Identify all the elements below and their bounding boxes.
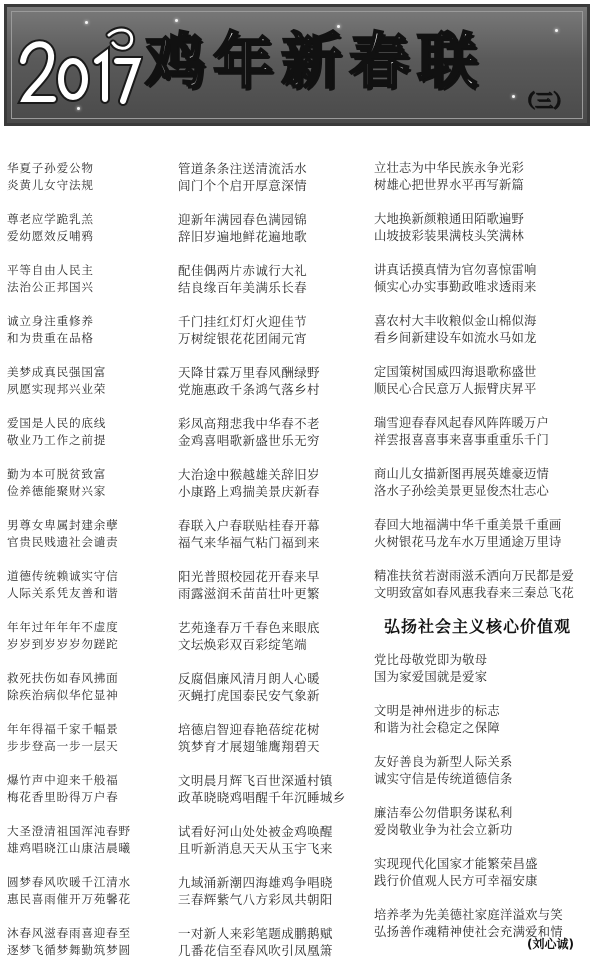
couplet — [374, 703, 590, 754]
couplet-line-2: 雨露滋润禾苗苗壮叶更繁 — [178, 586, 320, 601]
couplet-line-2: 福气来华福气粘门福到来 — [178, 535, 320, 550]
couplet — [178, 874, 346, 925]
couplet-line-2: 山坡披彩装果满枝头笑满林 — [374, 229, 524, 243]
couplet-line-1: 党比母敬党即为敬母 — [374, 653, 488, 667]
couplet-line-1: 平等自由人民主 — [7, 263, 94, 277]
couplet-line-2: 灭蝇打虎国泰民安气象新 — [178, 688, 320, 703]
couplet-line-2: 弘扬善作魂精神使社会充满爱和情 — [374, 925, 563, 939]
couplet-line-2: 梅花香里盼得万户春 — [7, 790, 119, 804]
couplet-line-1: 喜农村大丰收粮似金山棉似海 — [374, 314, 537, 328]
couplet-line-2: 诚实守信是传统道德信条 — [374, 772, 513, 786]
couplet-line-1: 友好善良为新型人际关系 — [374, 755, 513, 769]
couplet — [374, 517, 590, 568]
couplet-line-1: 沐春风滋春雨喜迎春至 — [7, 926, 131, 940]
couplet-line-1: 千门挂红灯灯火迎佳节 — [178, 314, 308, 329]
year-art-text: 2017 — [13, 21, 16, 22]
couplet-line-2: 倾实心办实事勤政唯求透雨来 — [374, 280, 537, 294]
couplet-line-2: 树雄心把世界水平再写新篇 — [374, 178, 524, 192]
couplet-line-2: 火树银花马龙车水万里通途万里诗 — [374, 535, 562, 549]
couplet-line-2: 除疾治病似华佗显神 — [7, 688, 119, 702]
couplet — [374, 652, 590, 703]
couplet — [178, 262, 346, 313]
couplet-line-2: 官贵民贱遗社会谴责 — [7, 535, 119, 549]
couplet-line-1: 年年过年年年不虚度 — [7, 620, 119, 634]
couplet-line-2: 人际关系凭友善和谐 — [7, 586, 119, 600]
couplet-line-2: 法治公正邦国兴 — [7, 280, 94, 294]
couplet — [374, 466, 590, 517]
couplet-line-2: 践行价值观人民方可幸福安康 — [374, 874, 538, 888]
couplet-line-1: 反腐倡廉风清月朗人心暖 — [178, 671, 320, 686]
couplet-line-1: 廉洁奉公勿借职务谋私利 — [374, 806, 513, 820]
couplet — [374, 262, 590, 313]
couplet-line-1: 精准扶贫若澍雨滋禾洒向万民都是爱 — [374, 569, 574, 583]
couplet-line-1: 大圣澄清祖国浑沌春野 — [7, 824, 131, 838]
couplet-line-2: 洛水子孙绘美景更显俊杰壮志心 — [374, 484, 549, 498]
couplet-line-2: 政革晓晓鸡唱醒千年沉睡城乡 — [178, 790, 346, 805]
banner-title: 鸡年新春联 — [145, 27, 485, 97]
couplet — [7, 364, 131, 415]
year-logo-art — [13, 21, 143, 113]
couplet-line-1: 尊老应学跪乳羔 — [7, 212, 94, 226]
couplet-line-1: 阳光普照校园花开春来早 — [178, 569, 320, 584]
sparkle-decoration — [512, 95, 515, 98]
couplet-line-2: 看乡间新建设车如流水马如龙 — [374, 331, 537, 345]
couplet-line-2: 小康路上鸡揣美景庆新春 — [178, 484, 320, 499]
couplet — [7, 925, 131, 976]
couplet-line-1: 迎新年满园春色满园锦 — [178, 212, 308, 227]
couplet — [178, 415, 346, 466]
couplet-line-1: 爆竹声中迎来千般福 — [7, 773, 119, 787]
couplet — [374, 313, 590, 364]
couplet-line-1: 讲真话摸真情为官勿喜惊雷响 — [374, 263, 537, 277]
couplet-line-1: 艺苑逢春万千春色来眼底 — [178, 620, 320, 635]
couplet-line-1: 春联入户春联贴桂春开幕 — [178, 518, 320, 533]
couplet-line-1: 彩凤高翔悲我中华春不老 — [178, 416, 320, 431]
title-banner — [4, 4, 590, 126]
couplet-line-2: 和为贵重在品格 — [7, 331, 94, 345]
couplet-line-2: 岁岁到岁岁岁勿蹉跎 — [7, 637, 119, 651]
couplet-line-2: 结良缘百年美满乐长春 — [178, 280, 308, 295]
couplet-line-1: 一对新人来彩笔题成鹏鹅赋 — [178, 926, 333, 941]
couplet-line-2: 筑梦育才展翅雏鹰翔碧天 — [178, 739, 320, 754]
couplet — [7, 721, 131, 772]
couplet-line-2: 且听新消息天天从玉宇飞来 — [178, 841, 333, 856]
couplet — [178, 466, 346, 517]
couplet — [7, 772, 131, 823]
couplet-line-1: 九域涌新潮四海雄鸡争唱晓 — [178, 875, 333, 890]
couplet-line-2: 闾门个个启开厚意深情 — [178, 178, 308, 193]
couplet-line-2: 辞旧岁遍地鲜花遍地歌 — [178, 229, 308, 244]
couplet-column-3 — [374, 160, 590, 619]
couplet-line-1: 配佳偶两片赤诚行大礼 — [178, 263, 308, 278]
couplet — [7, 823, 131, 874]
values-couplet-list — [374, 652, 590, 958]
couplet-line-2: 惠民喜雨催开万苑馨花 — [7, 892, 131, 906]
couplet-line-2: 俭养德能聚财兴家 — [7, 484, 107, 498]
couplet-line-2: 夙愿实现邦兴业荣 — [7, 382, 107, 396]
couplet-line-1: 诚立身注重修养 — [7, 314, 94, 328]
section-title: 弘扬社会主义核心价值观 — [384, 617, 572, 636]
couplet — [7, 211, 131, 262]
couplet-line-2: 文明致富如春风惠我春来三秦总飞花 — [374, 586, 574, 600]
couplet-line-2: 顺民心合民意万人振臂庆昇平 — [374, 382, 537, 396]
part-number: （三） — [517, 91, 571, 112]
couplet-line-1: 大地换新颜粮通田陌歌遍野 — [374, 212, 524, 226]
couplet-line-1: 圆梦春风吹暖千江清水 — [7, 875, 131, 889]
couplet-line-2: 祥雲报喜喜事来喜事重重乐千门 — [374, 433, 549, 447]
couplet — [7, 466, 131, 517]
couplet — [178, 313, 346, 364]
couplet-line-2: 逐梦飞循梦舞勤筑梦圆 — [7, 943, 131, 957]
couplet-line-1: 定国策树国威四海退歌称盛世 — [374, 365, 537, 379]
sparkle-decoration — [175, 19, 178, 22]
couplet-line-1: 爱国是人民的底线 — [7, 416, 107, 430]
couplet — [374, 856, 590, 907]
couplet-line-1: 实现现代化国家才能繁荣昌盛 — [374, 857, 538, 871]
couplet-line-1: 勤为本可脱贫致富 — [7, 467, 107, 481]
couplet — [374, 211, 590, 262]
couplet — [178, 568, 346, 619]
couplet-line-1: 文明晨月辉飞百世深遁村镇 — [178, 773, 333, 788]
couplet-line-2: 爱岗敬业争为社会立新功 — [374, 823, 513, 837]
couplet — [7, 568, 131, 619]
couplet — [374, 364, 590, 415]
couplet — [7, 670, 131, 721]
sparkle-decoration — [555, 29, 558, 32]
couplet-column-2 — [178, 160, 346, 976]
couplet-line-2: 万树绽银花花团闹元宵 — [178, 331, 308, 346]
couplet-line-1: 美梦成真民强国富 — [7, 365, 107, 379]
couplet-line-1: 文明是神州进步的标志 — [374, 704, 500, 718]
couplet — [178, 670, 346, 721]
couplet-line-1: 大治途中猴越雄关辞旧岁 — [178, 467, 320, 482]
couplet-line-1: 商山儿女描新图再展英雄豪迈情 — [374, 467, 549, 481]
couplet-line-2: 几番花信至春风吹引凤凰箫 — [178, 943, 333, 958]
couplet — [7, 313, 131, 364]
couplet — [7, 415, 131, 466]
couplet — [374, 568, 590, 619]
couplet-line-2: 敬业乃工作之前提 — [7, 433, 107, 447]
couplet-line-1: 管道条条注送清流活水 — [178, 161, 308, 176]
couplet-line-1: 天降甘霖万里春风酬绿野 — [178, 365, 320, 380]
couplet — [178, 160, 346, 211]
couplet-line-2: 三春辉紫气八方彩凤共朝阳 — [178, 892, 333, 907]
couplet-line-2: 党施惠政千条鸿气落乡村 — [178, 382, 320, 397]
couplet — [178, 517, 346, 568]
couplet — [178, 772, 346, 823]
couplet-line-2: 国为家爱国就是爱家 — [374, 670, 488, 684]
couplet — [178, 619, 346, 670]
couplet — [374, 160, 590, 211]
couplet — [374, 805, 590, 856]
couplet — [7, 262, 131, 313]
couplet-line-1: 道德传统赖诚实守信 — [7, 569, 119, 583]
couplet-line-1: 男尊女卑属封建余孽 — [7, 518, 119, 532]
couplet — [7, 160, 131, 211]
couplet-line-1: 立壮志为中华民族永争光彩 — [374, 161, 524, 175]
couplet-line-2: 炎黄儿女守法规 — [7, 178, 94, 192]
couplet-line-1: 华夏子孙爱公物 — [7, 161, 94, 175]
couplet — [178, 925, 346, 976]
couplet-line-2: 雄鸡唱晓江山康洁晨曦 — [7, 841, 131, 855]
couplet — [7, 517, 131, 568]
couplet-column-1 — [7, 160, 131, 976]
couplet — [178, 211, 346, 262]
couplet-line-1: 培养孝为先美德社家庭洋溢欢与笑 — [374, 908, 563, 922]
couplet — [7, 874, 131, 925]
couplet-line-1: 春回大地福满中华千重美景千重画 — [374, 518, 562, 532]
couplet-line-1: 救死扶伤如春风拂面 — [7, 671, 119, 685]
couplet — [7, 619, 131, 670]
couplet-line-2: 步步登高一步一层天 — [7, 739, 119, 753]
couplet-line-1: 年年得福千家千幅景 — [7, 722, 119, 736]
couplet — [178, 721, 346, 772]
couplet — [178, 823, 346, 874]
couplet-line-1: 试看好河山处处被金鸡唤醒 — [178, 824, 333, 839]
couplet-line-2: 和谐为社会稳定之保障 — [374, 721, 500, 735]
couplet-line-2: 爱幼愿效反哺鸦 — [7, 229, 94, 243]
couplet-line-2: 金鸡喜唱歌新盛世乐无穷 — [178, 433, 320, 448]
couplet-line-1: 瑞雪迎春春风起春风阵阵暖万户 — [374, 416, 549, 430]
couplet-line-2: 文坛焕彩双百彩绽笔端 — [178, 637, 308, 652]
couplet — [374, 415, 590, 466]
couplet-line-1: 培德启智迎春艳蓓绽花树 — [178, 722, 320, 737]
couplet — [178, 364, 346, 415]
couplet — [374, 754, 590, 805]
author-credit: (刘心诚) — [527, 937, 574, 951]
